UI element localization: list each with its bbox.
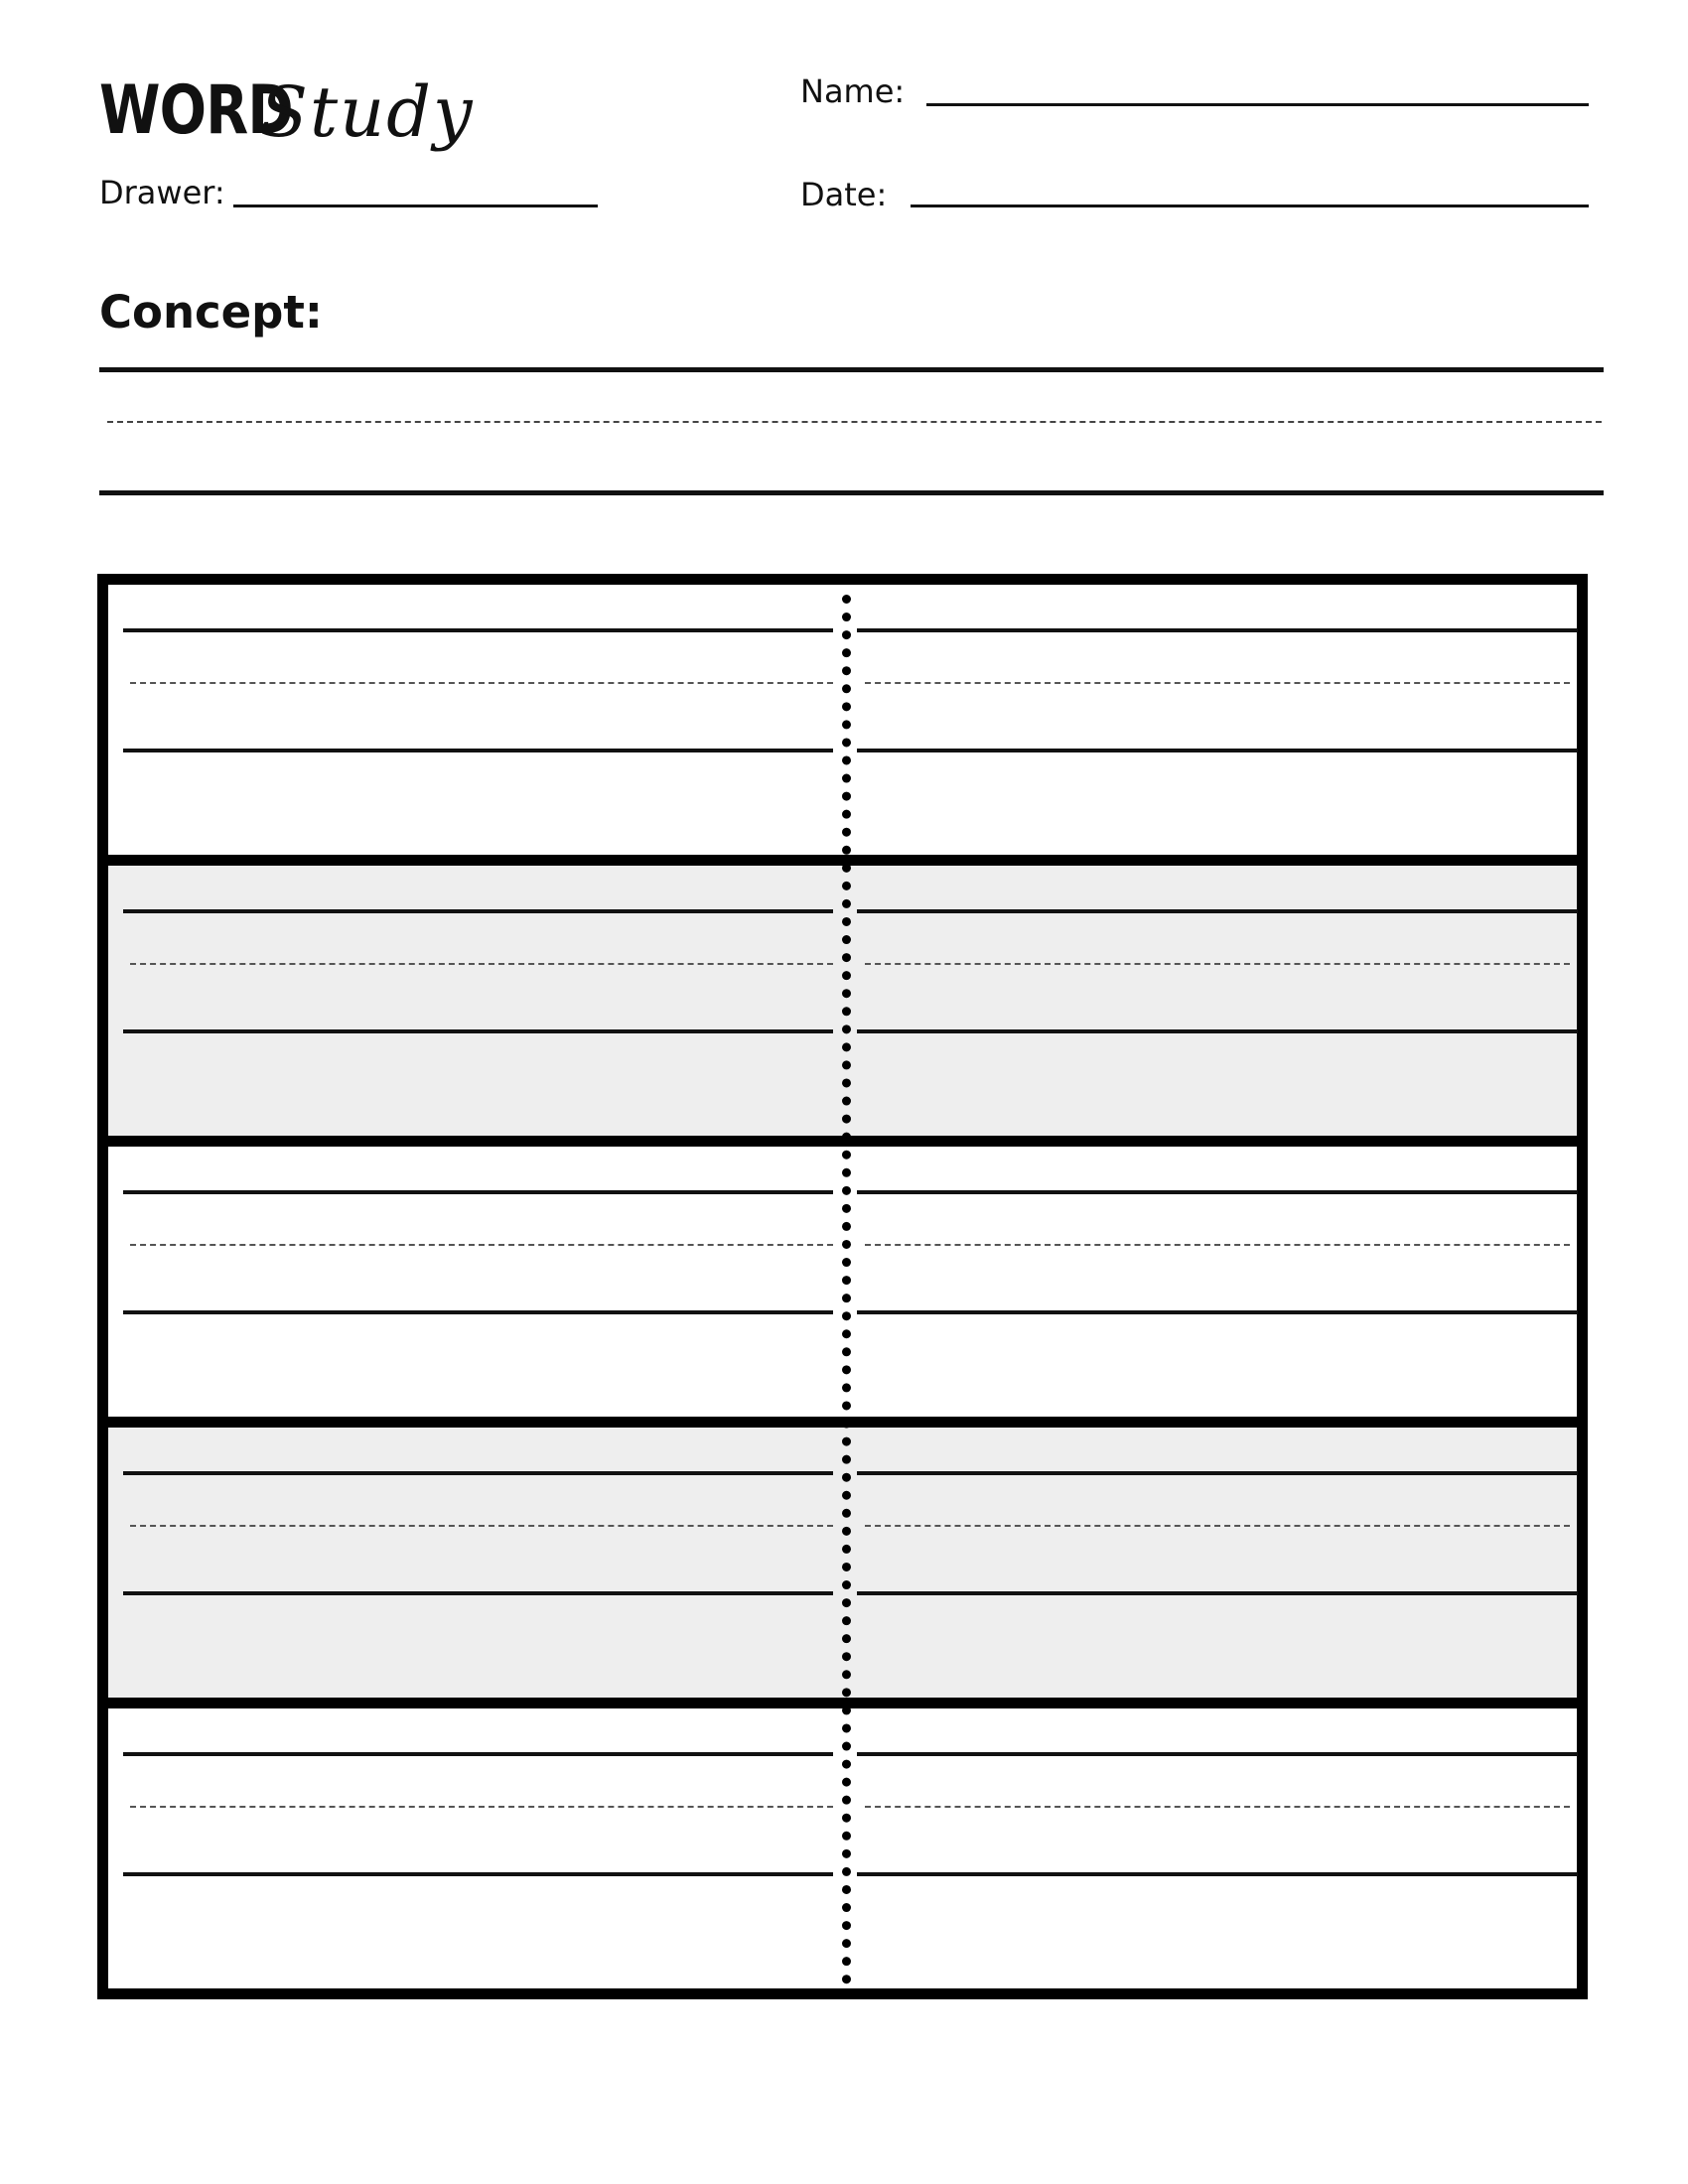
row3-left-dashed-line: [130, 1244, 833, 1246]
row2-right-top-line: [857, 909, 1578, 913]
row1-right-bottom-line: [857, 749, 1578, 752]
row3-right-top-line: [857, 1190, 1578, 1194]
row1-left-top-line: [123, 628, 833, 632]
date-field[interactable]: [911, 205, 1589, 207]
row4-right-top-line: [857, 1471, 1578, 1475]
row3-right-dashed-line: [865, 1244, 1570, 1246]
date-label: Date:: [800, 176, 888, 213]
title-study: Study: [260, 71, 475, 153]
row1-right-top-line: [857, 628, 1578, 632]
word-sort-grid: [97, 574, 1588, 1999]
concept-label: Concept:: [99, 286, 323, 339]
concept-writing-area[interactable]: [99, 369, 1604, 490]
concept-bottom-line: [99, 490, 1604, 495]
row4-right-bottom-line: [857, 1591, 1578, 1595]
row5-right-top-line: [857, 1752, 1578, 1756]
row2-right-dashed-line: [865, 963, 1570, 965]
title-word: WORD: [99, 71, 293, 150]
row5-right-dashed-line: [865, 1806, 1570, 1808]
drawer-field[interactable]: [233, 205, 598, 207]
row5-left-top-line: [123, 1752, 833, 1756]
row1-left-bottom-line: [123, 749, 833, 752]
row5-right-bottom-line: [857, 1872, 1578, 1876]
name-field[interactable]: [926, 103, 1589, 106]
row4-left-dashed-line: [130, 1525, 833, 1527]
row4-left-top-line: [123, 1471, 833, 1475]
name-label: Name:: [800, 72, 906, 110]
drawer-label: Drawer:: [99, 174, 225, 211]
row1-right-dashed-line: [865, 682, 1570, 684]
row5-left-dashed-line: [130, 1806, 833, 1808]
row1-left-dashed-line: [130, 682, 833, 684]
row2-right-bottom-line: [857, 1029, 1578, 1033]
center-dotted-divider: [842, 595, 851, 1984]
row3-left-bottom-line: [123, 1310, 833, 1314]
row3-right-bottom-line: [857, 1310, 1578, 1314]
row2-left-bottom-line: [123, 1029, 833, 1033]
row2-left-top-line: [123, 909, 833, 913]
row5-left-bottom-line: [123, 1872, 833, 1876]
row2-left-dashed-line: [130, 963, 833, 965]
row4-right-dashed-line: [865, 1525, 1570, 1527]
row4-left-bottom-line: [123, 1591, 833, 1595]
row3-left-top-line: [123, 1190, 833, 1194]
